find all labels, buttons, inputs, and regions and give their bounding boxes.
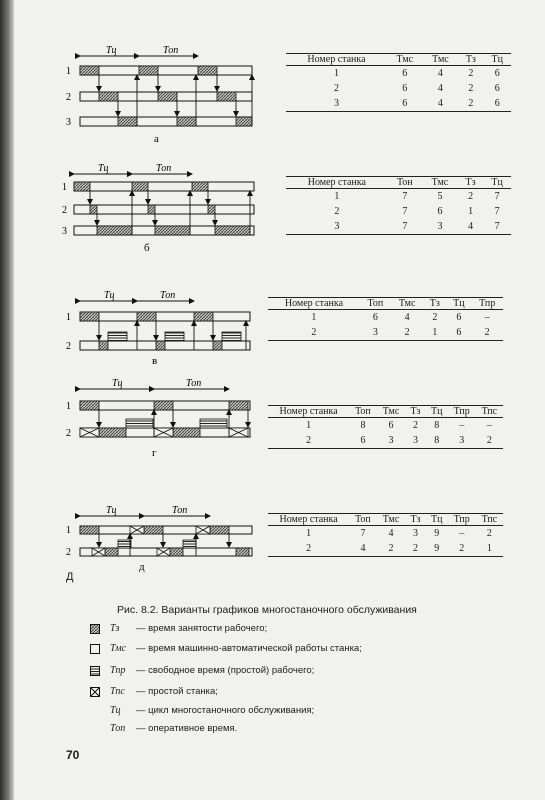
legend-text: — оперативное время. [136,723,238,734]
table-header: Тмс [377,406,406,418]
row-number: 1 [66,401,71,412]
row-number: 2 [66,428,71,439]
table-cell: 7 [402,206,408,217]
panel-label: д [139,561,145,573]
page-number: 70 [66,748,80,762]
worker-idle-segment [126,419,153,428]
legend-symbol: Тмс [110,643,127,654]
worker-idle-segment [118,540,131,548]
table-cell: 3 [448,433,476,449]
table-g [268,405,503,449]
table-header: Номер станка [268,514,349,526]
table-row [286,204,511,219]
table-header: Тмс [377,514,406,526]
panel-label: г [152,447,157,459]
machine-1-bar [80,66,252,75]
table-header: Топ [349,406,376,418]
table-row [268,310,503,326]
busy-segment [177,117,196,126]
table-row [268,541,503,557]
row-number: 2 [66,341,71,352]
span-label: Тц [104,290,115,301]
crossed-swatch-icon [90,687,100,697]
table-cell: 2 [448,541,476,557]
diagram-g [60,378,270,458]
table-cell: 1 [306,420,312,431]
table-header: Тз [405,406,425,418]
empty-swatch-icon [90,644,100,654]
worker-idle-segment [200,419,227,428]
table-cell: 6 [494,83,500,94]
table-cell: 2 [458,96,483,112]
span-label: Топ [160,290,176,301]
busy-segment [118,117,137,126]
table-b [286,176,511,235]
table-header: Тон [388,177,422,189]
table-cell: – [484,312,490,323]
table-cell: 2 [468,83,474,94]
busy-segment [217,92,236,101]
legend-symbol: Топ [110,723,126,734]
table-row [286,219,511,235]
legend-text: — время занятости рабочего; [136,623,268,634]
table-header: Топ [360,298,391,310]
table-row [268,433,503,449]
table-cell: 2 [405,541,425,557]
row-number: 2 [66,547,71,558]
table-a [286,53,511,112]
table-cell: 2 [476,433,503,449]
table-cell: 7 [483,219,511,235]
table-header: Тмс [422,177,458,189]
row-number: 1 [66,312,71,323]
table-cell: 2 [268,433,349,449]
table-cell: 1 [311,312,317,323]
table-header: Топ [349,514,376,526]
margin-letter: Д [66,571,74,583]
span-label: Топ [186,378,202,389]
table-cell: 8 [426,433,448,449]
table-cell: 8 [360,420,366,431]
busy-segment [158,92,177,101]
table-header: Тмс [391,298,423,310]
table-cell: 6 [437,206,443,217]
table-row [286,96,511,112]
table-cell: 6 [372,312,378,323]
table-cell: 2 [333,83,339,94]
table-cell: 7 [494,206,500,217]
legend-symbol: Тз [110,623,120,634]
diagram-d [60,506,270,576]
table-cell: 7 [402,191,408,202]
table-cell: 3 [360,325,391,341]
book-spine-shadow [0,0,14,800]
table-cell: 6 [494,68,500,79]
machine-2-bar [74,205,254,214]
table-row [268,526,503,542]
table-cell: 6 [387,96,423,112]
table-cell: 3 [422,219,458,235]
table-cell: – [459,420,465,431]
table-cell: 3 [377,433,406,449]
table-cell: 6 [446,325,471,341]
busy-segment [236,117,252,126]
row-number: 2 [66,92,71,103]
table-cell: 2 [268,325,360,341]
table-cell: 4 [349,541,376,557]
busy-segment [139,66,158,75]
table-cell: 6 [349,433,376,449]
table-header: Тмс [423,54,459,66]
table-cell: 7 [494,191,500,202]
row-number: 2 [62,205,67,216]
machine-1-bar [80,312,250,321]
table-header: Номер станка [268,406,349,418]
table-row [268,418,503,434]
table-header: Номер станка [268,298,360,310]
table-cell: 1 [476,541,503,557]
table-cell: 5 [437,191,443,202]
figure-caption: Рис. 8.2. Варианты графиков многостаночного обслуживания [117,604,417,616]
table-header: Номер станка [286,54,387,66]
table-cell: 2 [412,420,418,431]
table-cell: 2 [268,541,349,557]
table-cell: 2 [468,191,474,202]
table-cell: 4 [388,528,394,539]
table-header: Тз [405,514,425,526]
table-cell: 4 [423,96,459,112]
span-label: Топ [163,45,179,56]
table-header: Тз [423,298,446,310]
worker-idle-segment [222,332,241,341]
busy-segment [99,92,118,101]
span-label: Тц [98,163,109,174]
legend-symbol: Тц [110,705,121,716]
table-cell: 2 [432,312,438,323]
table-cell: 1 [423,325,446,341]
table-cell: 1 [306,528,312,539]
table-header: Тпр [448,514,476,526]
row-number: 3 [62,226,67,237]
table-header: Тмс [387,54,423,66]
table-d [268,513,503,557]
busy-segment [198,66,217,75]
row-number: 1 [62,182,67,193]
table-row [286,66,511,82]
table-cell: 2 [471,325,503,341]
table-cell: 2 [391,325,423,341]
span-label: Тц [112,378,123,389]
table-cell: 2 [468,68,474,79]
table-header: Тз [458,54,483,66]
table-cell: 6 [402,68,408,79]
table-cell: 7 [360,528,366,539]
panel-label: в [152,355,158,367]
table-cell: 6 [388,420,394,431]
table-cell: 2 [377,541,406,557]
panel-label: б [144,242,150,254]
table-cell: – [459,528,465,539]
table-header: Тпр [448,406,476,418]
legend-symbol: Тпр [110,665,126,676]
row-number: 3 [66,117,71,128]
span-label: Топ [156,163,172,174]
legend-text: — цикл многостаночного обслуживания; [136,705,315,716]
legend-symbol: Тпс [110,686,125,697]
worker-idle-segment [165,332,184,341]
legend-text: — время машинно-автоматической работы станка; [136,643,362,654]
table-cell: 1 [334,191,340,202]
row-number: 1 [66,525,71,536]
worker-idle-segment [183,540,196,548]
table-cell: 6 [483,96,511,112]
span-label: Тц [106,45,117,56]
table-cell: 3 [412,528,418,539]
panel-label: а [154,133,159,145]
table-header: Тпр [471,298,503,310]
table-cell: 6 [402,83,408,94]
table-cell: 8 [434,420,440,431]
table-cell: 3 [286,219,388,235]
table-cell: 4 [458,219,483,235]
table-cell: 2 [334,206,340,217]
table-cell: 4 [437,68,443,79]
table-row [268,325,503,341]
span-label: Топ [172,505,188,516]
table-cell: 4 [404,312,410,323]
legend-text: — простой станка; [136,686,218,697]
diagram-a [60,45,270,145]
table-cell: 2 [486,528,492,539]
hatched-swatch-icon [90,624,100,634]
table-header: Номер станка [286,177,388,189]
table-cell: – [486,420,492,431]
table-cell: 4 [437,83,443,94]
table-cell: 9 [434,528,440,539]
busy-segment [80,66,99,75]
table-header: Тц [483,177,511,189]
machine-1-bar [74,182,254,191]
table-cell: 1 [333,68,339,79]
table-cell: 6 [456,312,462,323]
table-header: Тз [458,177,483,189]
worker-idle-segment [108,332,127,341]
span-label: Тц [106,505,117,516]
diagram-b [60,163,270,263]
diagram-v [60,290,270,370]
table-row [286,81,511,96]
table-header: Тц [426,514,448,526]
table-row [286,189,511,205]
row-number: 1 [66,66,71,77]
table-header: Тц [483,54,511,66]
legend-text: — свободное время (простой) рабочего; [136,665,315,676]
table-header: Тц [446,298,471,310]
machine-3-bar [80,117,252,126]
table-header: Тпс [476,514,503,526]
table-header: Тц [426,406,448,418]
table-cell: 7 [388,219,422,235]
table-v [268,297,503,341]
table-cell: 9 [426,541,448,557]
table-cell: 3 [286,96,387,112]
table-header: Тпс [476,406,503,418]
striped-swatch-icon [90,666,100,676]
table-cell: 1 [468,206,474,217]
table-cell: 3 [405,433,425,449]
